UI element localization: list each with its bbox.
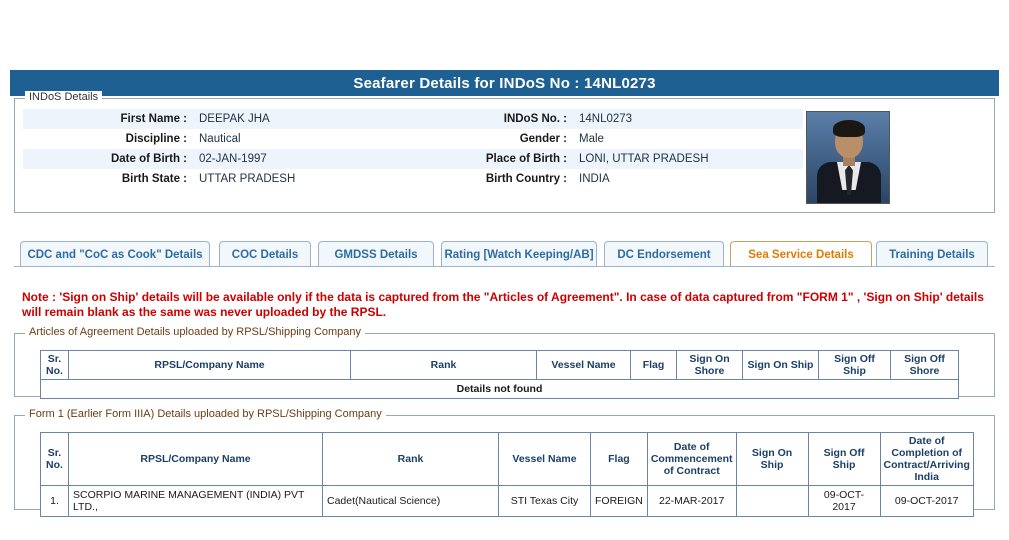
note-label: Note : [22, 290, 56, 304]
table-row [23, 129, 803, 149]
cell-vessel: STI Texas City [499, 486, 591, 517]
discipline-value: Nautical [199, 133, 241, 145]
col-sr-no: Sr. No. [41, 433, 69, 486]
col-rpsl-company-name: RPSL/Company Name [69, 351, 351, 380]
gender-value: Male [579, 133, 604, 145]
cell-flag: FOREIGN [591, 486, 648, 517]
form1-table-wrap [40, 432, 974, 517]
col-sign-on-ship: Sign On Ship [743, 351, 819, 380]
table-row [41, 486, 974, 517]
date-of-birth-label: Date of Birth : [23, 149, 193, 169]
avatar [806, 111, 890, 204]
col-sign-on-shore: Sign On Shore [677, 351, 743, 380]
col-sr-no: Sr. No. [41, 351, 69, 380]
first-name-value: DEEPAK JHA [193, 109, 423, 129]
tab-underline [14, 266, 995, 267]
cell-sr-no: 1. [41, 486, 69, 517]
col-flag: Flag [591, 433, 648, 486]
birth-country-value: INDIA [579, 173, 610, 185]
table-header-row [41, 351, 959, 380]
indos-details-table [23, 109, 803, 189]
col-date-of-commencement: Date of Commencement of Contract [647, 433, 736, 486]
tab-gmdss-details[interactable]: GMDSS Details [318, 241, 434, 267]
col-sign-off-shore: Sign Off Shore [891, 351, 959, 380]
col-sign-on-ship: Sign On Ship [736, 433, 808, 486]
form1-table [40, 432, 974, 517]
col-sign-off-ship: Sign Off Ship [808, 433, 880, 486]
tab-cdc-coc-as-cook[interactable]: CDC and "CoC as Cook" Details [20, 241, 210, 267]
form1-panel [14, 408, 995, 513]
place-of-birth-label: Place of Birth : [423, 149, 573, 169]
articles-of-agreement-legend: Articles of Agreement Details uploaded by RPSL/Shipping Company [25, 326, 365, 338]
first-name-label: First Name : [23, 109, 193, 129]
col-rpsl-company-name: RPSL/Company Name [69, 433, 323, 486]
articles-of-agreement-table-wrap [40, 350, 959, 399]
table-row-empty [41, 380, 959, 399]
discipline-label: Discipline : [125, 133, 187, 145]
tab-sea-service-details[interactable]: Sea Service Details [730, 241, 872, 267]
cell-company: SCORPIO MARINE MANAGEMENT (INDIA) PVT LTD., [69, 486, 323, 517]
tab-bar [14, 241, 995, 267]
tab-dc-endorsement[interactable]: DC Endorsement [604, 241, 724, 267]
table-row [23, 109, 803, 129]
tab-training-details[interactable]: Training Details [876, 241, 988, 267]
cell-rank: Cadet(Nautical Science) [323, 486, 499, 517]
col-vessel-name: Vessel Name [537, 351, 631, 380]
table-row [23, 169, 803, 189]
photo-hair [833, 120, 865, 137]
cell-sign-on-ship [736, 486, 808, 517]
note-body: 'Sign on Ship' details will be available only if the data is captured from the "Articles of Agreement". In case of data captured from "FORM 1" , 'Sign on Ship' details will remain blank as the same was never uploaded by the RPSL. [22, 290, 984, 319]
birth-country-label: Birth Country : [485, 173, 567, 185]
table-header-row [41, 433, 974, 486]
col-sign-off-ship: Sign Off Ship [819, 351, 891, 380]
table-row [23, 149, 803, 169]
col-rank: Rank [323, 433, 499, 486]
col-vessel-name: Vessel Name [499, 433, 591, 486]
details-not-found-message: Details not found [41, 380, 959, 399]
cell-completion-date: 09-OCT-2017 [880, 486, 973, 517]
tab-coc-details[interactable]: COC Details [219, 241, 311, 267]
col-flag: Flag [631, 351, 677, 380]
cell-sign-off-ship: 09-OCT-2017 [808, 486, 880, 517]
cell-commencement-date: 22-MAR-2017 [647, 486, 736, 517]
indos-details-legend: INDoS Details [25, 91, 102, 103]
page-title: Seafarer Details for INDoS No : 14NL0273 [10, 70, 999, 96]
indos-details-panel [14, 91, 995, 213]
col-rank: Rank [351, 351, 537, 380]
date-of-birth-value: 02-JAN-1997 [193, 149, 423, 169]
birth-state-label: Birth State : [121, 173, 187, 185]
birth-state-value: UTTAR PRADESH [199, 173, 296, 185]
articles-of-agreement-table [40, 350, 959, 399]
articles-of-agreement-panel [14, 326, 995, 397]
tab-rating-watch-keeping-ab[interactable]: Rating [Watch Keeping/AB] [441, 241, 597, 267]
indos-no-label: INDoS No. : [423, 109, 573, 129]
col-date-of-completion: Date of Completion of Contract/Arriving India [880, 433, 973, 486]
indos-no-value: 14NL0273 [573, 109, 803, 129]
place-of-birth-value: LONI, UTTAR PRADESH [573, 149, 803, 169]
gender-label: Gender : [519, 133, 567, 145]
form1-legend: Form 1 (Earlier Form IIIA) Details uploaded by RPSL/Shipping Company [25, 408, 386, 420]
note-text [22, 290, 987, 320]
